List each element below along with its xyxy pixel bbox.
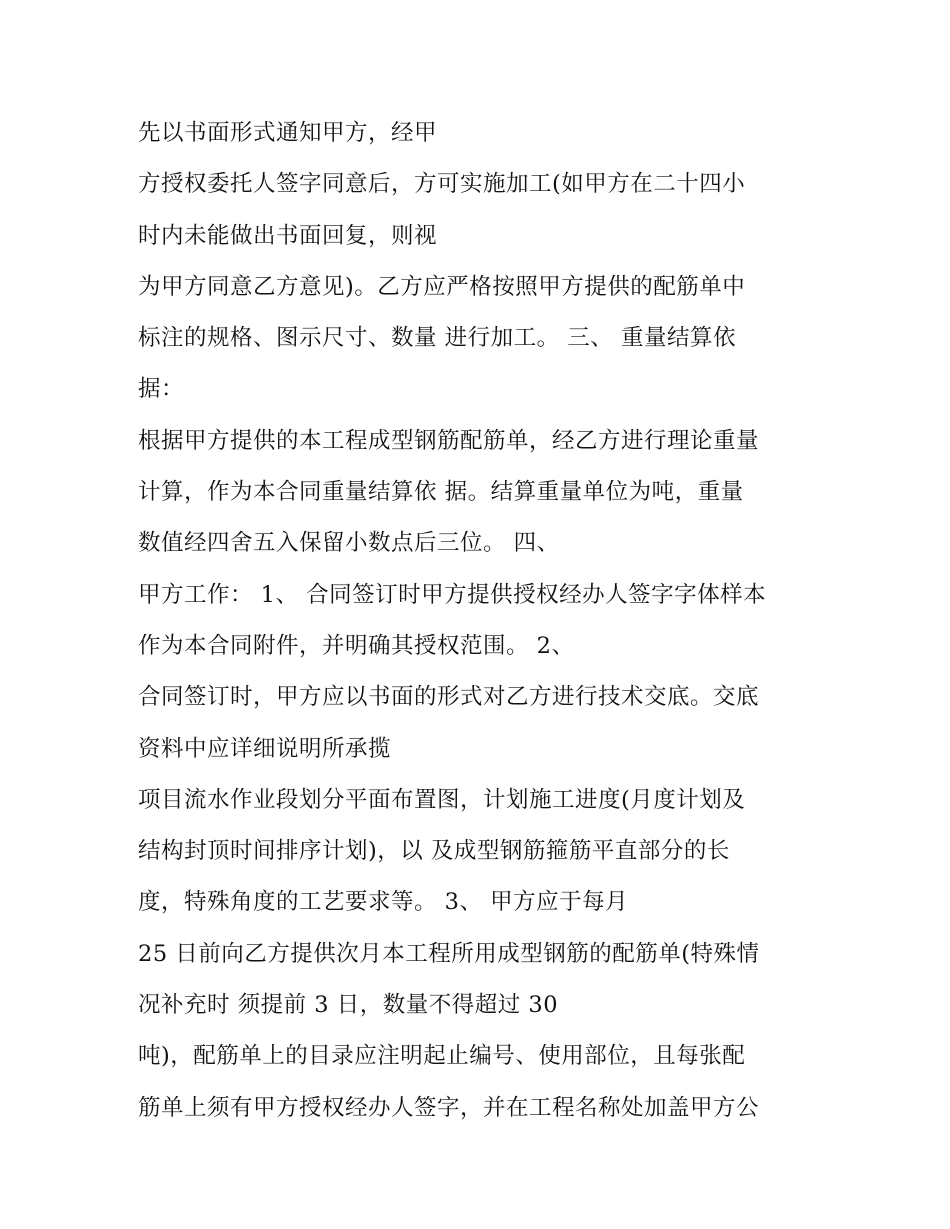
text-line: 标注的规格、图示尺寸、数量 进行加工。 三、 重量结算依 bbox=[138, 325, 736, 352]
text-line: 筋单上须有甲方授权经办人签字，并在工程名称处加盖甲方公 bbox=[138, 1094, 760, 1121]
text-line: 况补充时 须提前 3 日，数量不得超过 30 bbox=[138, 992, 559, 1019]
text-line: 据： bbox=[138, 376, 185, 403]
text-line: 吨)，配筋单上的目录应注明起止编号、使用部位，且每张配 bbox=[138, 1043, 746, 1070]
text-line: 项目流水作业段划分平面布置图，计划施工进度(月度计划及 bbox=[138, 786, 746, 813]
text-line: 根据甲方提供的本工程成型钢筋配筋单，经乙方进行理论重量 bbox=[138, 427, 760, 454]
text-line: 合同签订时，甲方应以书面的形式对乙方进行技术交底。交底 bbox=[138, 684, 760, 711]
text-line: 资料中应详细说明所承揽 bbox=[138, 735, 392, 762]
contract-body-text bbox=[138, 108, 828, 1134]
text-line: 数值经四舍五入保留小数点后三位。 四、 bbox=[138, 530, 560, 557]
text-line: 方授权委托人签字同意后，方可实施加工(如甲方在二十四小 bbox=[138, 171, 746, 198]
text-line: 先以书面形式通知甲方，经甲 bbox=[138, 120, 438, 146]
text-line: 时内未能做出书面回复，则视 bbox=[138, 222, 438, 249]
text-line: 25 日前向乙方提供次月本工程所用成型钢筋的配筋单(特殊情 bbox=[138, 940, 760, 967]
text-line: 甲方工作： 1、 合同签订时甲方提供授权经办人签字字体样本 bbox=[138, 581, 767, 608]
text-line: 为甲方同意乙方意见)。乙方应严格按照甲方提供的配筋单中 bbox=[138, 273, 746, 300]
text-line: 计算，作为本合同重量结算依 据。结算重量单位为吨，重量 bbox=[138, 479, 744, 506]
text-line: 作为本合同附件，并明确其授权范围。 2、 bbox=[138, 632, 575, 659]
text-line: 度，特殊角度的工艺要求等。 3、 甲方应于每月 bbox=[138, 889, 629, 916]
text-line: 结构封顶时间排序计划)，以 及成型钢筋箍筋平直部分的长 bbox=[138, 838, 730, 865]
